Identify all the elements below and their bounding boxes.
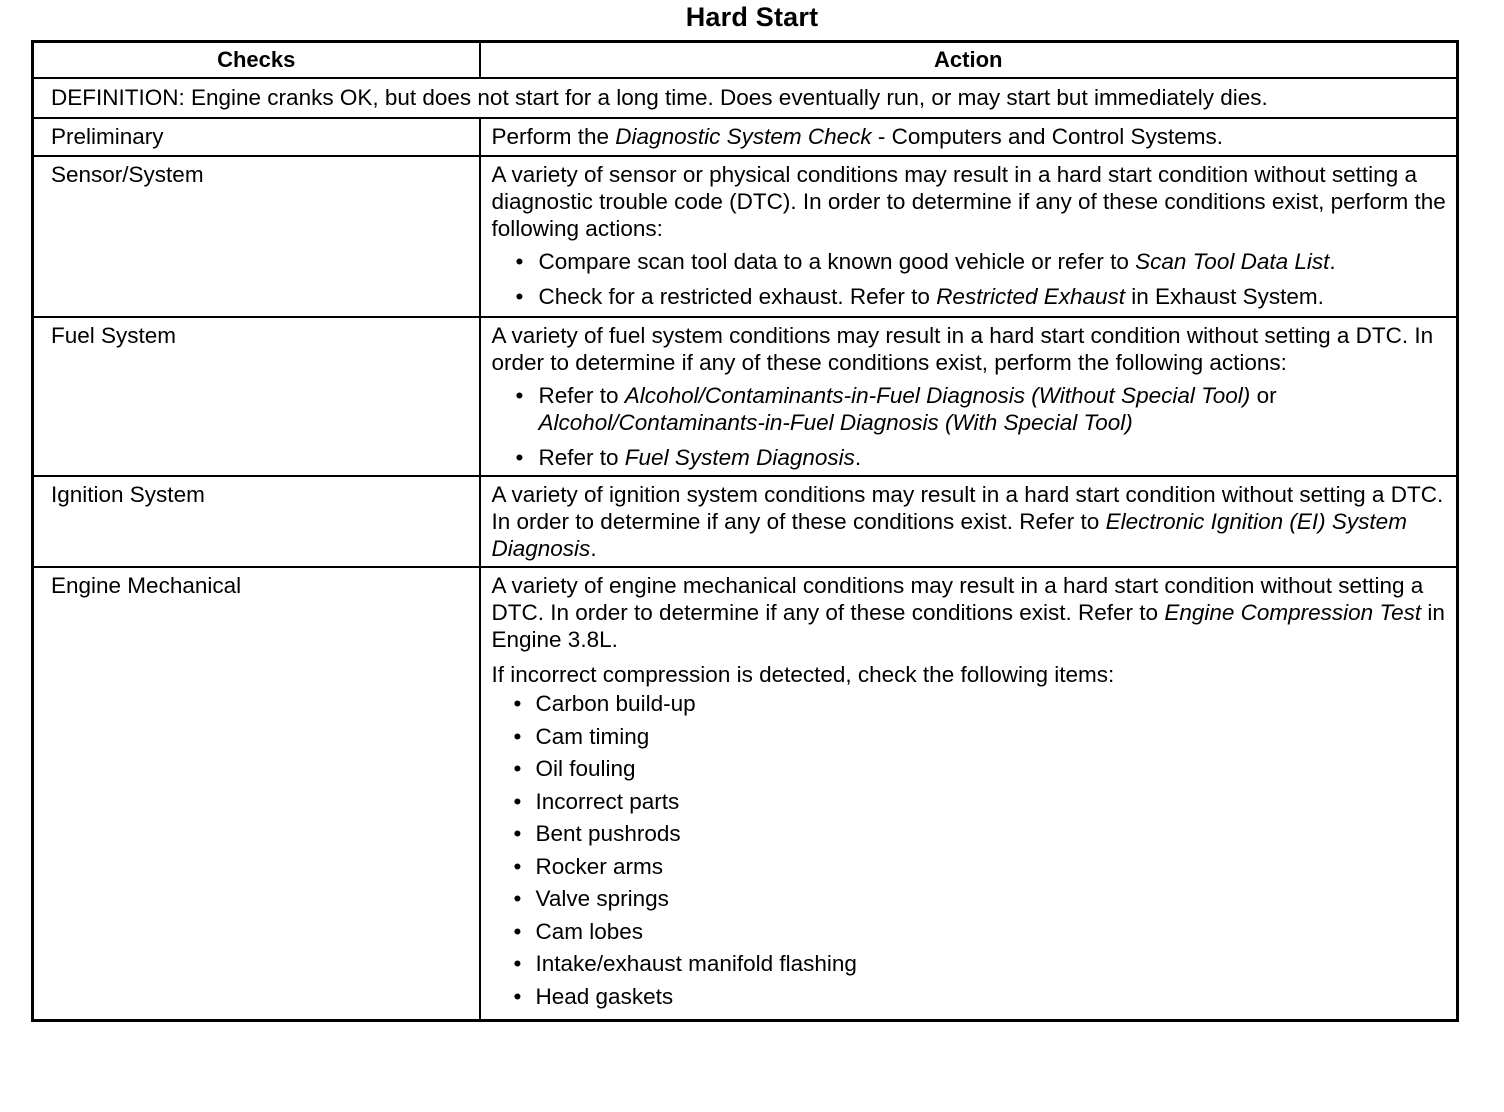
table-row: [33, 567, 1458, 1021]
engine-items-list: [492, 690, 1447, 1010]
checks-column-header: Checks: [33, 42, 480, 79]
procedure-link: Fuel System Diagnosis: [624, 445, 855, 470]
bullet-icon: •: [513, 756, 522, 781]
bullet-icon: •: [513, 788, 522, 814]
action-cell: [480, 156, 1458, 317]
list-item: • Refer to Fuel System Diagnosis.: [515, 445, 862, 470]
list-item-text: Compare scan tool data to a known good vehicle or refer to: [538, 249, 1136, 274]
list-item-text: Cam timing: [535, 723, 650, 749]
action-text: [492, 572, 1447, 653]
bullet-icon: •: [515, 445, 524, 470]
definition-text: DEFINITION: Engine cranks OK, but does not start for a long time. Does eventually run, or may start but immediately dies.: [33, 78, 1458, 118]
list-item-text: Rocker arms: [535, 853, 664, 879]
list-item: [492, 853, 1447, 880]
check-label: Ignition System: [33, 476, 480, 567]
procedure-link: Engine Compression Test: [1164, 600, 1422, 625]
check-label: Engine Mechanical: [33, 567, 480, 1021]
bullet-icon: •: [513, 918, 522, 944]
bullet-icon: •: [513, 821, 522, 846]
action-text: - Computers and Control Systems.: [871, 124, 1224, 149]
list-item: [492, 885, 1447, 912]
list-item-text: Intake/exhaust manifold flashing: [535, 951, 857, 976]
list-item: [492, 755, 1447, 782]
procedure-link: Scan Tool Data List: [1135, 249, 1330, 274]
list-item-text: Refer to: [538, 445, 625, 470]
action-cell: [480, 317, 1458, 476]
procedure-link: Electronic Ignition (EI) System Diagnosis: [491, 509, 1407, 561]
table-row: [33, 317, 1458, 476]
action-cell: [480, 567, 1458, 1021]
bullet-icon: •: [513, 886, 522, 911]
bullet-icon: •: [515, 284, 524, 309]
procedure-link: Restricted Exhaust: [936, 284, 1126, 309]
procedure-link: Alcohol/Contaminants-in-Fuel Diagnosis (Without Special Tool): [624, 383, 1251, 408]
bullet-icon: •: [513, 691, 522, 716]
table-row: [33, 476, 1458, 567]
action-cell: [480, 118, 1458, 156]
bullet-icon: •: [513, 853, 522, 879]
check-label: Fuel System: [33, 317, 480, 476]
bullet-icon: •: [513, 951, 522, 976]
list-item-text: Valve springs: [535, 886, 669, 911]
action-column-header: Action: [480, 42, 1458, 79]
bullet-icon: •: [515, 383, 524, 408]
definition-row: [33, 78, 1458, 118]
bullet-icon: •: [513, 983, 522, 1009]
list-item-text: or: [1250, 383, 1277, 408]
list-item: [492, 283, 1447, 310]
list-item-text: Cam lobes: [535, 918, 644, 944]
list-item-text: Oil fouling: [535, 756, 636, 781]
list-item: [492, 788, 1447, 815]
procedure-link: Diagnostic System Check: [615, 124, 872, 149]
bullet-icon: •: [513, 723, 522, 749]
list-item-text: Carbon build-up: [535, 691, 696, 716]
bullet-list: [492, 382, 1447, 471]
list-item: [492, 983, 1447, 1010]
list-item-text: Head gaskets: [535, 983, 674, 1009]
list-item-text: Incorrect parts: [535, 788, 680, 814]
list-item-text: Refer to: [538, 383, 625, 408]
list-item: [492, 382, 1447, 436]
table-row: [33, 156, 1458, 317]
bullet-list: [492, 248, 1447, 310]
list-item: • Compare scan tool data to a known good vehicle or refer to Scan Tool Data List.: [515, 249, 1336, 274]
page-title: Hard Start: [685, 2, 819, 32]
followup-text: If incorrect compression is detected, check the following items:: [491, 662, 1115, 687]
action-text-part: in Engine 3.8L.: [491, 600, 1445, 652]
list-item: [492, 690, 1447, 717]
list-item: [492, 950, 1447, 977]
action-text: A variety of fuel system conditions may result in a hard start condition without setting a DTC. In order to determine if any of these conditions exist, perform the following actions:: [491, 323, 1434, 375]
list-item-text: in Exhaust System.: [1125, 284, 1324, 309]
table-header-row: [33, 42, 1458, 79]
check-label: Sensor/System: [33, 156, 480, 317]
check-label: Preliminary: [33, 118, 480, 156]
action-text-part: A variety of engine mechanical conditions may result in a hard start condition without setting a DTC. In order to determine if any of these conditions exist. Refer to: [491, 573, 1424, 625]
list-item-text: Check for a restricted exhaust. Refer to: [538, 284, 937, 309]
action-cell: A variety of ignition system conditions may result in a hard start condition without setting a DTC. In order to determine if any of these conditions exist. Refer to Electronic Ignition (EI) System Diagnosis.: [480, 476, 1458, 567]
list-item: [492, 918, 1447, 945]
action-text: Perform the: [491, 124, 616, 149]
action-text: A variety of ignition system conditions may result in a hard start condition without setting a DTC. In order to determine if any of these conditions exist. Refer to: [491, 482, 1444, 534]
list-item: [492, 820, 1447, 847]
action-text: A variety of sensor or physical conditions may result in a hard start condition without setting a diagnostic trouble code (DTC). In order to determine if any of these conditions exist, perform the following actions:: [491, 162, 1446, 241]
hard-start-table: [31, 40, 1459, 1022]
bullet-icon: •: [515, 249, 524, 274]
table-row: [33, 118, 1458, 156]
list-item-text: Bent pushrods: [535, 821, 681, 846]
list-item: [492, 723, 1447, 750]
procedure-link: Alcohol/Contaminants-in-Fuel Diagnosis (With Special Tool): [538, 410, 1133, 435]
